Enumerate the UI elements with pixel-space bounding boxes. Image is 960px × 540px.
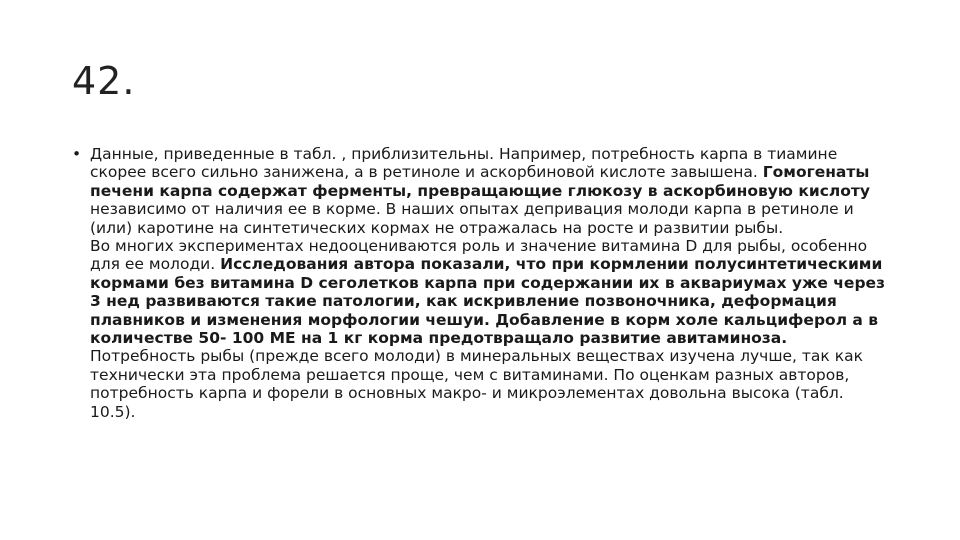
bullet-icon: •: [72, 145, 82, 163]
paragraph-3-text-1: Потребность рыбы (прежде всего молоди) в минеральных веществах изучена лучше, так как технически эта проблема решается проще, чем с витаминами. По оценкам разных авторов, потребность карпа и форели в основных макро- и микроэлементах довольна высока (табл. 10.5).: [90, 347, 863, 421]
bullet-item: [72, 145, 892, 421]
paragraph-1-text-1: Данные, приведенные в табл. , приблизительны. Например, потребность карпа в тиамине скорее всего сильно занижена, а в ретиноле и аскорбиновой кислоте завышена.: [90, 145, 838, 182]
paragraph-1-text-2: независимо от наличия ее в корме. В наших опытах депривация молоди карпа в ретиноле и (или) каротине на синтетических кормах не отражалась на росте и развитии рыбы.: [90, 200, 854, 237]
slide-title: 42.: [72, 59, 136, 103]
paragraph-1: [90, 145, 892, 237]
paragraph-3: [90, 347, 892, 421]
slide-body: [72, 145, 892, 421]
paragraph-2: [90, 237, 892, 347]
paragraph-2-text-1: Во многих экспериментах недооцениваются роль и значение витамина D для рыбы, особенно для ее молоди.: [90, 237, 868, 274]
paragraph-1-bold-text: Гомогенаты печени карпа содержат ферменты, превращающие глюкозу в аскорбиновую кислоту: [90, 163, 871, 200]
paragraph-2-bold-text: Исследования автора показали, что при кормлении полусинтетическими кормами без витамина D сеголетков карпа при содержании их в аквариумах уже через 3 нед развиваются такие патологии, как искривление позвоночника, деформация плавников и изменения морфологии чешуи. Добавление в корм холе кальциферол а в количестве 50- 100 МЕ на 1 кг корма предотвращало развитие авитаминоза.: [90, 255, 886, 348]
